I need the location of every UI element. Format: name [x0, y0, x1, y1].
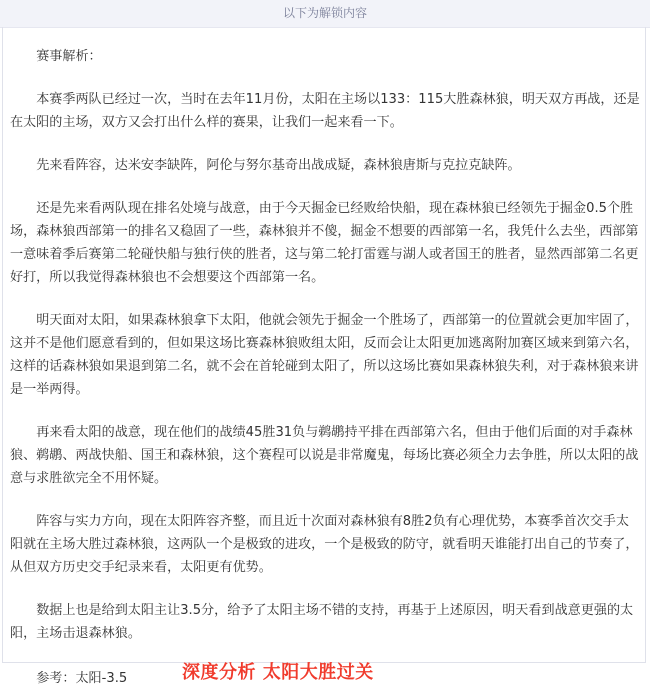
article-frame	[2, 27, 646, 686]
reference-row	[10, 662, 642, 693]
paragraph-standings-motivation: 还是先来看两队现在排名处境与战意，由于今天掘金已经败给快船，现在森林狼已经领先于掘金0.5个胜场，森林狼西部第一的排名又稳固了一些，森林狼并不傻，掘金不想要的西部第一名，我凭什么去坐，西部第一意味着季后赛第二轮碰快船与独行侠的胜者，这与第二轮打雷霆与湖人或者国王的胜者，显然西部第二名更好打，所以我觉得森林狼也不会想要这个西部第一名。	[10, 201, 639, 285]
reference-text: 参考：太阳-3.5	[36, 671, 128, 686]
unlocked-content-banner: 以下为解锁内容	[0, 0, 650, 28]
paragraph-lineups: 先来看阵容，达米安李缺阵，阿伦与努尔基奇出战成疑，森林狼唐斯与克拉克缺阵。	[36, 158, 521, 173]
analysis-highlight: 深度分析 太阳大胜过关	[182, 662, 374, 683]
article-heading: 赛事解析：	[36, 49, 102, 64]
paragraph-previous-meeting: 本赛季两队已经过一次，当时在去年11月份，太阳在主场以133：115大胜森林狼，明天双方再战，还是在太阳的主场，双方又会打出什么样的赛果，让我们一起来看一下。	[10, 92, 640, 130]
paragraph-data-conclusion: 数据上也是给到太阳主让3.5分，给予了太阳主场不错的支持，再基于上述原因，明天看到战意更强的太阳，主场击退森林狼。	[10, 603, 634, 641]
paragraph-wolves-scenario: 明天面对太阳，如果森林狼拿下太阳，他就会领先于掘金一个胜场了，西部第一的位置就会更加牢固了，这并不是他们愿意看到的，但如果这场比赛森林狼败组太阳，反而会让太阳更加逃离附加赛区域来到第六名，这样的话森林狼如果退到第二名，就不会在首轮碰到太阳了，所以这场比赛如果森林狼失利，对于森林狼来讲是一举两得。	[10, 313, 639, 397]
paragraph-lineup-strength: 阵容与实力方向，现在太阳阵容齐整，而且近十次面对森林狼有8胜2负有心理优势，本赛季首次交手太阳就在主场大胜过森林狼，这两队一个是极致的进攻，一个是极致的防守，就看明天谁能打出自己的节奏了，从但双方历史交手纪录来看，太阳更有优势。	[10, 514, 639, 575]
paragraph-suns-motivation: 再来看太阳的战意，现在他们的战绩45胜31负与鹈鹕持平排在西部第六名，但由于他们后面的对手森林狼、鹈鹕、两战快船、国王和森林狼，这个赛程可以说是非常魔鬼，每场比赛必须全力去争胜，所以太阳的战意与求胜欲完全不用怀疑。	[10, 425, 639, 486]
article-body	[10, 27, 642, 693]
